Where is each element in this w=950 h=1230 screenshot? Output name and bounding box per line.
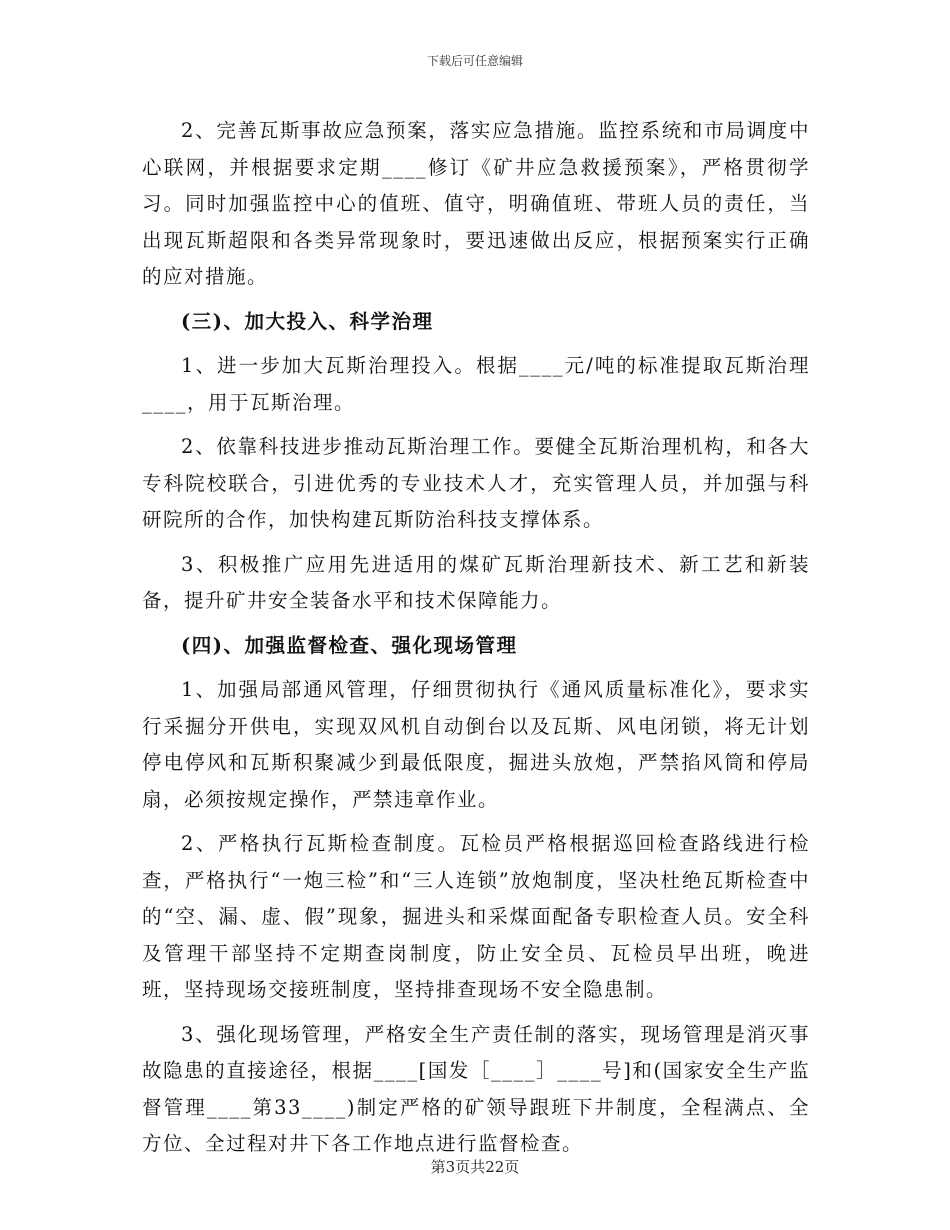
paragraph-emergency-plan: 2、完善瓦斯事故应急预案，落实应急措施。监控系统和市局调度中心联网，并根据要求定期____修订《矿井应急救援预案》，严格贯彻学习。同时加强监控中心的值班、值守，明确值班、带班人员的责任，当出现瓦斯超限和各类异常现象时，要迅速做出反应，根据预案实行正确的应对措施。 xyxy=(142,119,810,288)
paragraph-investment: 1、进一步加大瓦斯治理投入。根据____元/吨的标准提取瓦斯治理____，用于瓦斯治理。 xyxy=(142,354,810,414)
page-footer: 第3页共22页 xyxy=(430,1158,520,1176)
paragraph-site-management: 3、强化现场管理，严格安全生产责任制的落实，现场管理是消灭事故隐患的直接途径，根据____[国发［____］____号]和(国家安全生产监督管理____第33____)制定严格的矿领导跟班下井制度，全程满点、全方位、全过程对井下各工作地点进行监督检查。 xyxy=(142,1022,810,1155)
section-heading-3: (三)、加大投入、科学治理 xyxy=(181,309,434,333)
document-body xyxy=(142,113,810,1171)
section-heading-4: (四)、加强监督检查、强化现场管理 xyxy=(181,633,518,657)
paragraph-new-techniques: 3、积极推广应用先进适用的煤矿瓦斯治理新技术、新工艺和新装备，提升矿井安全装备水平和技术保障能力。 xyxy=(142,552,810,612)
paragraph-technology: 2、依靠科技进步推动瓦斯治理工作。要健全瓦斯治理机构，和各大专科院校联合，引进优秀的专业技术人才，充实管理人员，并加强与科研院所的合作，加快构建瓦斯防治科技支撑体系。 xyxy=(142,435,810,531)
paragraph-gas-inspection: 2、严格执行瓦斯检查制度。瓦检员严格根据巡回检查路线进行检查，严格执行“一炮三检”和“三人连锁”放炮制度，坚决杜绝瓦斯检查中的“空、漏、虚、假”现象，掘进头和采煤面配备专职检查人员。安全科及管理干部坚持不定期查岗制度，防止安全员、瓦检员早出班，晚进班，坚持现场交接班制度，坚持排查现场不安全隐患制。 xyxy=(142,832,810,1001)
paragraph-ventilation: 1、加强局部通风管理，仔细贯彻执行《通风质量标准化》，要求实行采掘分开供电，实现双风机自动倒台以及瓦斯、风电闭锁，将无计划停电停风和瓦斯积聚减少到最低限度，掘进头放炮，严禁掐风筒和停局扇，必须按规定操作，严禁违章作业。 xyxy=(142,678,810,811)
page-header: 下载后可任意编辑 xyxy=(426,54,523,68)
